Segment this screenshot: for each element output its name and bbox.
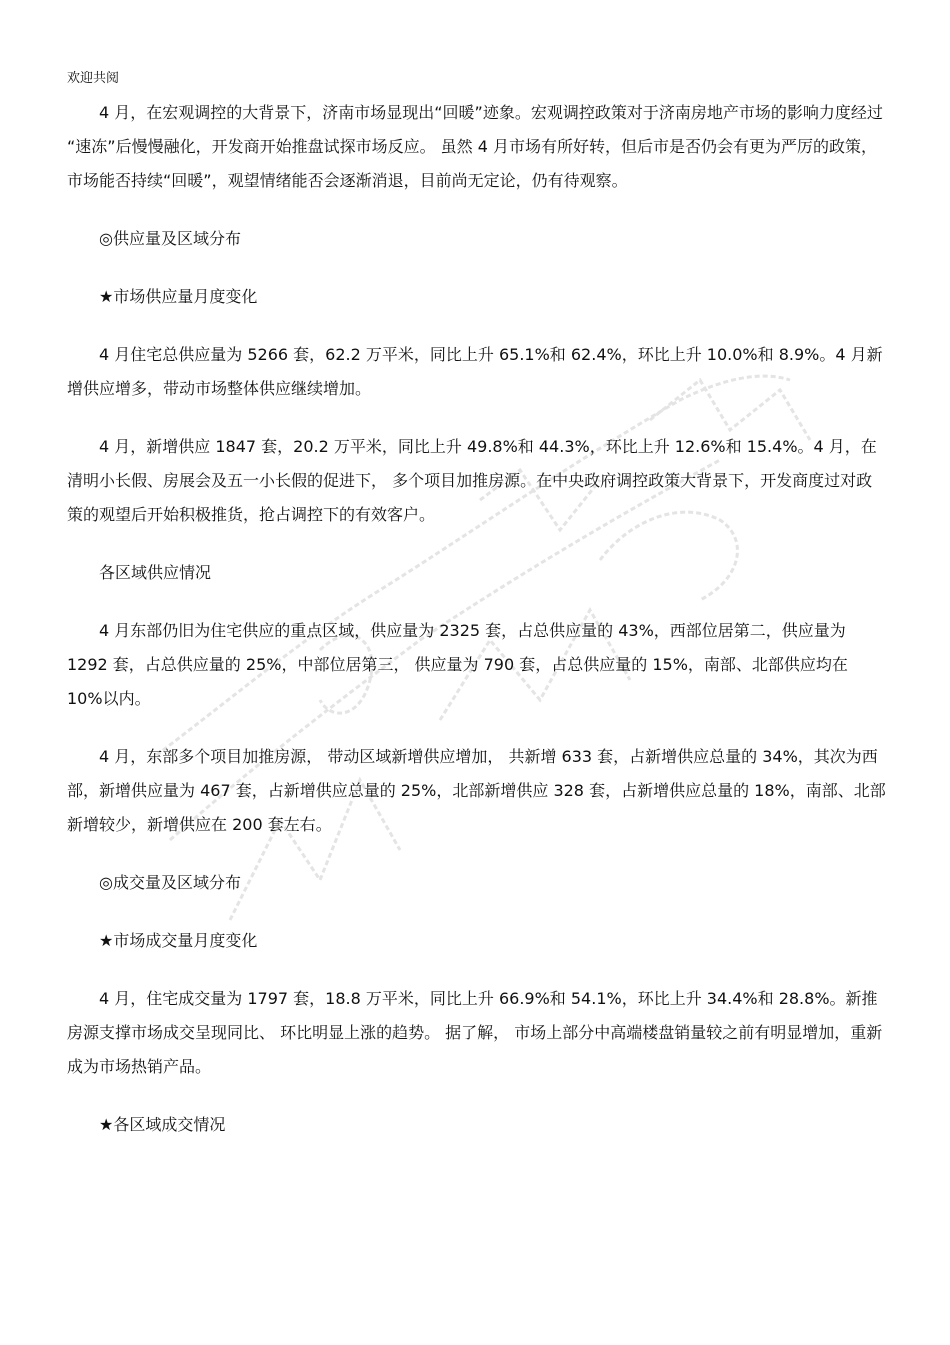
supply-new-paragraph: 4 月，新增供应 1847 套，20.2 万平米，同比上升 49.8%和 44.3%，环比上升 12.6%和 15.4%。4 月，在清明小长假、房展会及五一小长假的促进下， 多个项目加推房源。在中央政府调控政策大背景下，开发商度过对政策的观望后开始积极推货，抢占调控下的有效客户。: [67, 437, 877, 524]
subheading-supply-regions: 各区域供应情况: [99, 563, 212, 582]
subheading-transactions-regions: ★各区域成交情况: [99, 1115, 226, 1134]
subheading-supply-monthly: ★市场供应量月度变化: [99, 287, 258, 306]
supply-regions-paragraph: 4 月东部仍旧为住宅供应的重点区域，供应量为 2325 套，占总供应量的 43%，西部位居第二，供应量为 1292 套，占总供应量的 25%，中部位居第三， 供应量为 790 套，占总供应量的 15%，南部、北部供应均在 10%以内。: [67, 621, 848, 708]
intro-paragraph: 4 月，在宏观调控的大背景下，济南市场显现出“回暖”迹象。宏观调控政策对于济南房地产市场的影响力度经过 “速冻”后慢慢融化，开发商开始推盘试探市场反应。 虽然 4 月市场有所好转，但后市是否仍会有更为严厉的政策，市场能否持续“回暖”，观望情绪能否会逐渐消退，目前尚无定论，仍有待观察。: [67, 103, 883, 190]
supply-new-regions-paragraph: 4 月，东部多个项目加推房源， 带动区域新增供应增加， 共新增 633 套，占新增供应总量的 34%，其次为西部，新增供应量为 467 套，占新增供应总量的 25%，北部新增供应 328 套，占新增供应总量的 18%，南部、北部新增较少，新增供应在 200 套左右。: [67, 747, 886, 834]
document-body: [67, 96, 887, 1142]
supply-total-paragraph: 4 月住宅总供应量为 5266 套，62.2 万平米，同比上升 65.1%和 62.4%，环比上升 10.0%和 8.9%。4 月新增供应增多，带动市场整体供应继续增加。: [67, 345, 883, 398]
transactions-paragraph: 4 月，住宅成交量为 1797 套，18.8 万平米，同比上升 66.9%和 54.1%，环比上升 34.4%和 28.8%。新推房源支撑市场成交呈现同比、 环比明显上涨的趋势。 据了解， 市场上部分中高端楼盘销量较之前有明显增加，重新成为市场热销产品。: [67, 989, 883, 1076]
section-heading-transactions: ◎成交量及区域分布: [99, 873, 241, 892]
subheading-transactions-monthly: ★市场成交量月度变化: [99, 931, 258, 950]
header-note: 欢迎共阅: [67, 71, 120, 86]
section-heading-supply: ◎供应量及区域分布: [99, 229, 241, 248]
